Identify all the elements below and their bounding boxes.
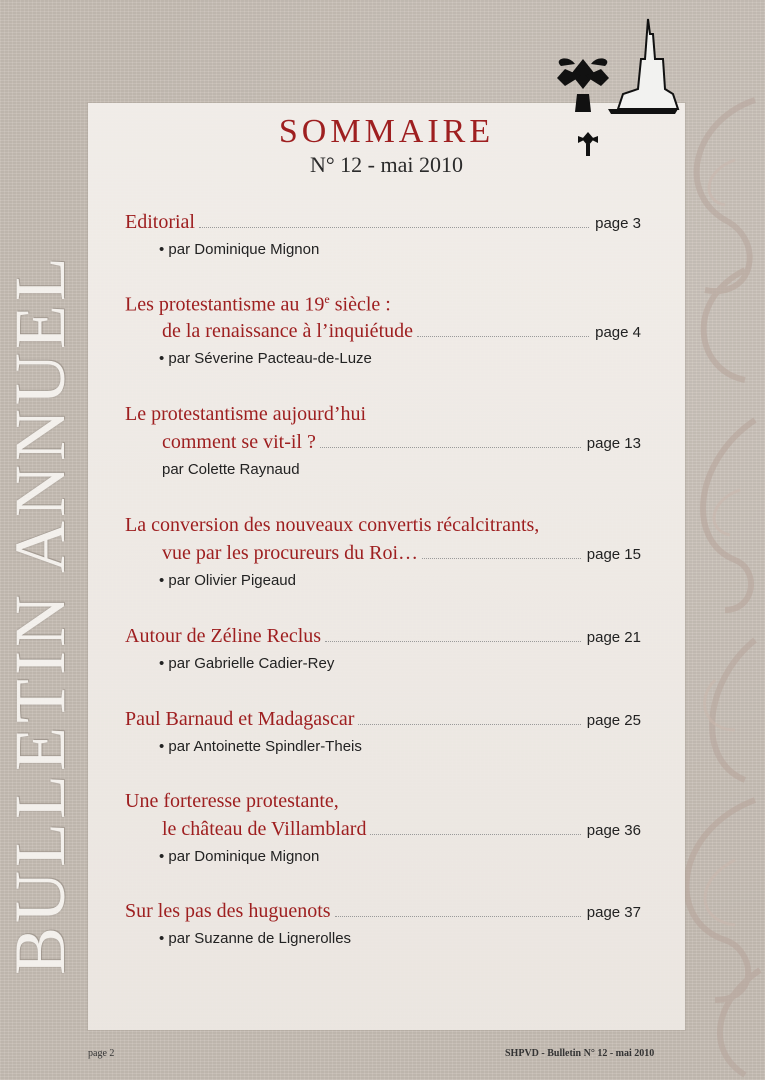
toc-entry [125,403,641,481]
toc-author: par Colette Raynaud [162,461,300,478]
toc-author: • par Antoinette Spindler-Theis [159,738,362,755]
toc-title-line [125,211,641,239]
page-number: page 3 [595,215,641,232]
dot-leader [358,723,580,725]
toc-title: Sur les pas des huguenots [125,900,331,922]
toc-title-line [125,818,641,846]
page-number: page 4 [595,324,641,341]
footer-page-number: page 2 [88,1048,115,1059]
toc-author: • par Olivier Pigeaud [159,572,296,589]
toc-entry [125,211,641,261]
toc-title-line [125,900,641,928]
page-number: page 37 [586,904,641,921]
toc-title-line [125,292,641,320]
toc-title-line [125,708,641,736]
toc-entry [125,900,641,950]
toc-entry [125,708,641,758]
toc-title-line [125,790,641,818]
toc-title-line [125,320,641,348]
toc-entry [125,514,641,592]
page-number: page 25 [586,712,641,729]
page-number: page 13 [586,435,641,452]
page-number: page 21 [586,629,641,646]
page-title: SOMMAIRE [278,113,495,150]
dot-leader [325,640,581,642]
toc-title-continued: vue par les procureurs du Roi… [162,542,419,564]
toc-title-line [125,514,641,542]
toc-title-line [125,542,641,570]
toc-title: Editorial [125,211,195,233]
dot-leader [417,335,589,337]
toc-author: • par Suzanne de Lignerolles [159,930,352,947]
toc-title-line [125,625,641,653]
toc-title-continued: de la renaissance à l’inquiétude [162,320,413,342]
footer-publication: SHPVD - Bulletin N° 12 - mai 2010 [505,1048,655,1059]
toc-title: Les protestantisme au 19e siècle : [125,292,391,316]
toc-entry [125,625,641,675]
toc-title-line [125,431,641,459]
toc-title: Paul Barnaud et Madagascar [125,708,355,730]
toc-entry [125,790,641,868]
issue-subtitle: N° 12 - mai 2010 [309,152,463,177]
toc-author: • par Séverine Pacteau-de-Luze [159,350,372,367]
vertical-bulletin-title: BULLETIN ANNUEL [0,253,80,975]
toc-title: Une forteresse protestante, [125,790,339,812]
toc-author: • par Dominique Mignon [159,241,320,258]
toc-title: La conversion des nouveaux convertis récalcitrants, [125,514,540,536]
dot-leader [320,446,581,448]
dot-leader [199,226,589,228]
church-building-icon [608,19,678,114]
toc-title: Autour de Zéline Reclus [125,625,322,647]
toc-title-line [125,403,641,431]
toc-title-continued: le château de Villamblard [162,818,367,840]
toc-title: Le protestantisme aujourd’hui [125,403,367,425]
toc-title-continued: comment se vit-il ? [162,431,316,453]
dot-leader [370,833,580,835]
dot-leader [335,915,581,917]
toc-author: • par Dominique Mignon [159,848,320,865]
page-number: page 36 [586,822,641,839]
dot-leader [422,557,581,559]
toc-entry [125,292,641,370]
toc-author: • par Gabrielle Cadier-Rey [159,655,335,672]
page-number: page 15 [586,546,641,563]
